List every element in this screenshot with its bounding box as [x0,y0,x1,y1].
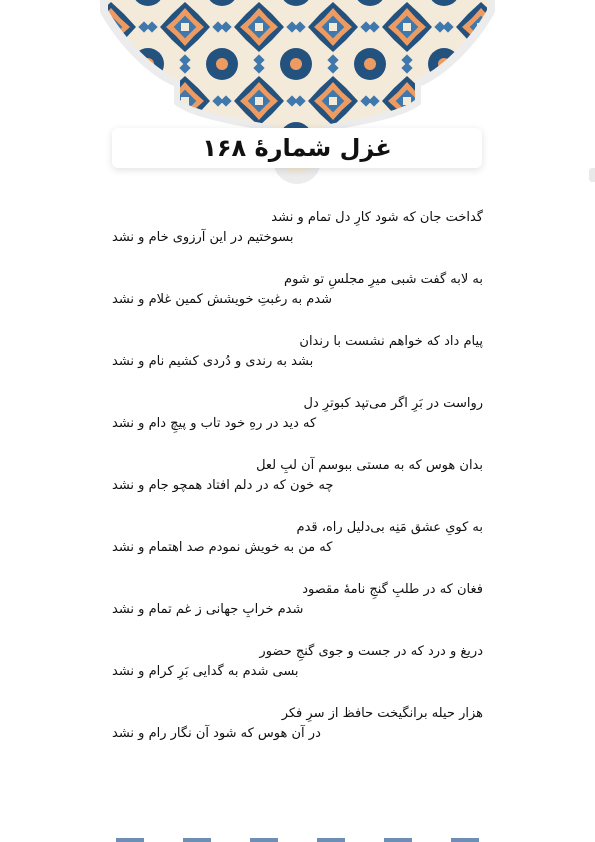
footer-tile [384,838,412,842]
hemistich-second: در آن هوس که شود آن نگار رام و نشد [112,726,321,741]
page-title: غزل شمارهٔ ۱۶۸ [202,134,392,162]
hemistich-first: هزار حیله برانگیخت حافظ از سرِ فکر [281,706,483,721]
hemistich-first: بدان هوس که به مستی ببوسم آن لبِ لعل [256,458,483,473]
footer-tile [317,838,345,842]
footer-tile [250,838,278,842]
hemistich-first: به کویِ عشق مَنِه بی‌دلیل راه، قدم [296,520,483,535]
couplet [112,270,483,332]
footer-ornament [96,838,499,842]
edge-tab [589,168,595,182]
hemistich-first: به لابه گفت شبی میرِ مجلسِ تو شوم [284,272,483,287]
hemistich-first: گداخت جان که شود کارِ دل تمام و نشد [271,210,483,225]
hemistich-first: پیام داد که خواهم نشست با رندان [299,334,483,349]
hemistich-second: بسی شدم به گدایی بَرِ کرام و نشد [112,664,299,679]
hemistich-first: دریغ و درد که در جست و جوی گنجِ حضور [259,644,483,659]
poem-body [112,208,483,766]
hemistich-second: شدم خرابِ جهانی ز غم تمام و نشد [112,602,304,617]
hemistich-second: که من به خویش نمودم صد اهتمام و نشد [112,540,333,555]
couplet [112,518,483,580]
couplet [112,642,483,704]
footer-tile [183,838,211,842]
footer-tile [116,838,144,842]
couplet [112,456,483,518]
couplet [112,208,483,270]
couplet [112,580,483,642]
hemistich-first: فغان که در طلبِ گنجِ نامهٔ مقصود [302,582,483,597]
hemistich-second: که دید در رهِ خود تاب و پیچِ دام و نشد [112,416,317,431]
hemistich-second: بسوختیم در این آرزوی خام و نشد [112,230,294,245]
decorative-header [0,0,595,200]
hemistich-second: چه خون که در دلم افتاد همچو جام و نشد [112,478,334,493]
tile-pattern-ornament [0,0,595,200]
couplet [112,332,483,394]
couplet [112,394,483,456]
footer-tile [451,838,479,842]
couplet [112,704,483,766]
hemistich-second: بشد به رندی و دُردی کشیم نام و نشد [112,354,314,369]
hemistich-first: رواست در بَرِ اگر می‌تپد کبوترِ دل [303,396,483,411]
hemistich-second: شدم به رغبتِ خویشش کمین غلام و نشد [112,292,333,307]
